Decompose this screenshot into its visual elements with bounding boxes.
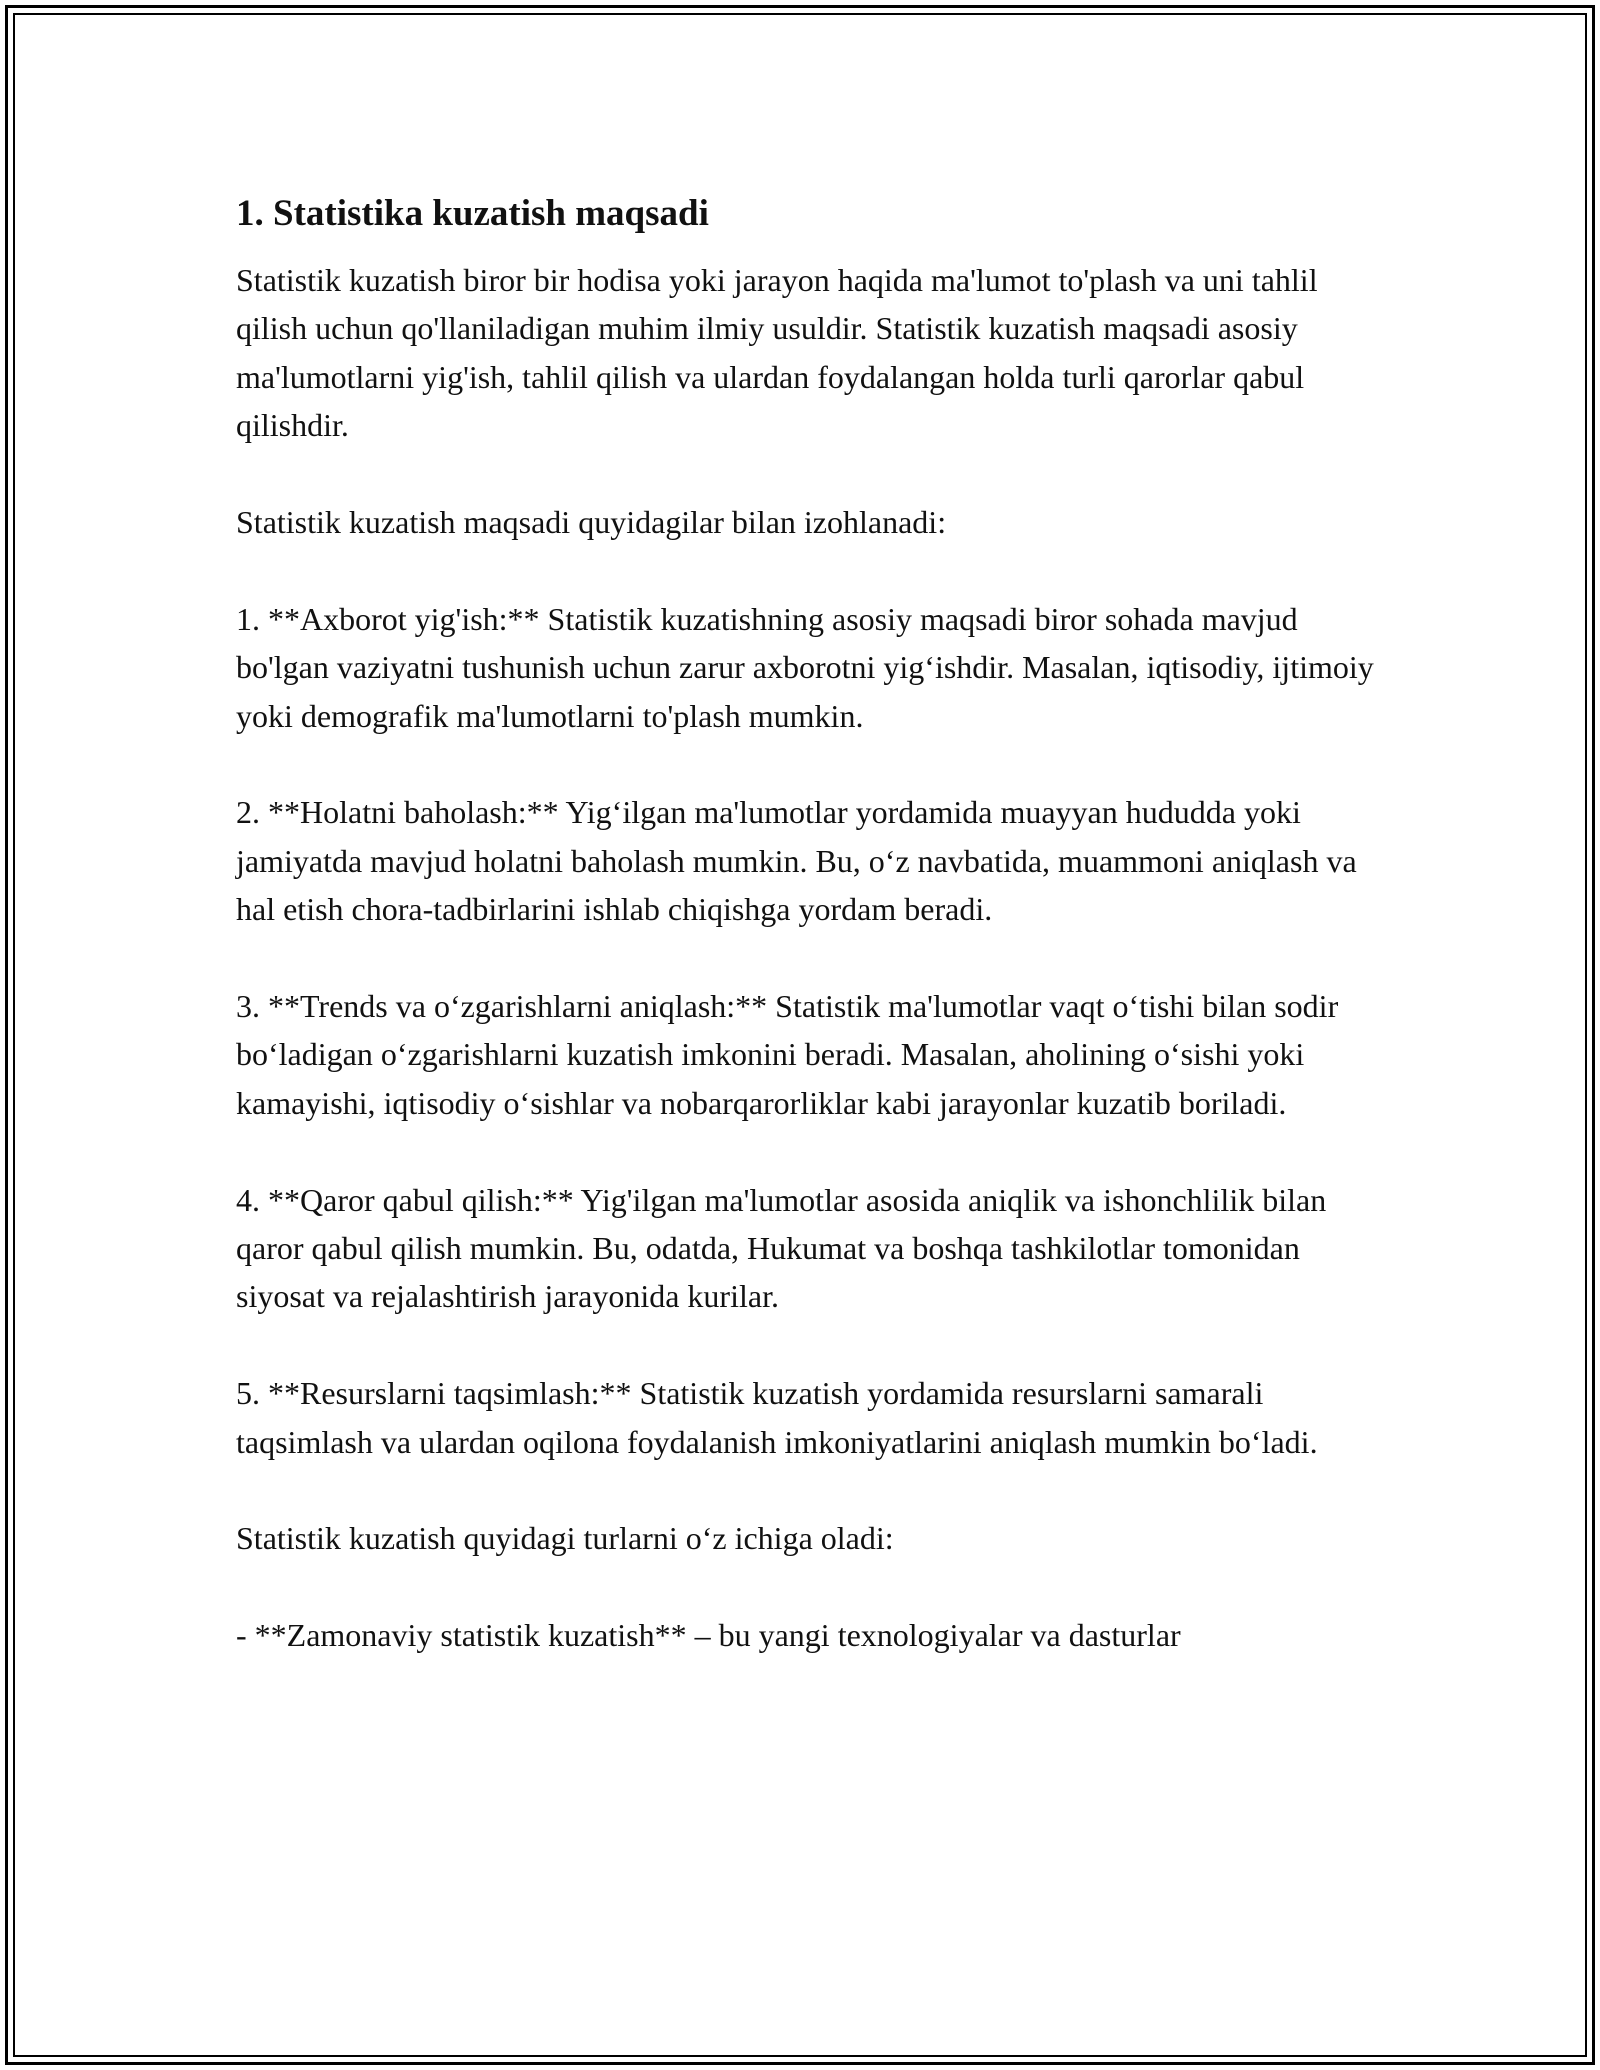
types-list-item: - **Zamonaviy statistik kuzatish** – bu yangi texnologiyalar va dasturlar (236, 1617, 1181, 1654)
list-item-holatni-baholash: 2. **Holatni baholash:** Yig‘ilgan ma'lumotlar yordamida muayyan hududda yoki jamiyatda mavjud holatni baholash mumkin. Bu, o‘z navbatida, muammoni aniqlash va hal etish chora-tadbirlarini ishlab chiqishga yordam beradi. (236, 794, 1357, 928)
types-intro-paragraph: Statistik kuzatish quyidagi turlarni o‘z ichiga oladi: (236, 1520, 894, 1557)
intro-paragraph: Statistik kuzatish biror bir hodisa yoki jarayon haqida ma'lumot to'plash va uni tahlil qilish uchun qo'llaniladigan muhim ilmiy usuldir. Statistik kuzatish maqsadi asosiy ma'lumotlarni yig'ish, tahlil qilish va ulardan foydalangan holda turli qarorlar qabul qilishdir. (236, 262, 1318, 444)
list-item-axborot-yigish: 1. **Axborot yig'ish:** Statistik kuzatishning asosiy maqsadi biror sohada mavjud bo'lgan vaziyatni tushunish uchun zarur axborotni yig‘ishdir. Masalan, iqtisodiy, ijtimoiy yoki demografik ma'lumotlarni to'plash mumkin. (236, 600, 1374, 734)
list-item-resurslarni-taqsimlash: 5. **Resurslarni taqsimlash:** Statistik kuzatish yordamida resurslarni samarali taqsimlash va ulardan oqilona foydalanish imkoniyatlarini aniqlash mumkin bo‘ladi. (236, 1375, 1318, 1460)
list-item-trends: 3. **Trends va o‘zgarishlarni aniqlash:** Statistik ma'lumotlar vaqt o‘tishi bilan sodir bo‘ladigan o‘zgarishlarni kuzatish imkonini beradi. Masalan, aholining o‘sishi yoki kamayishi, iqtisodiy o‘sishlar va nobarqarorliklar kabi jarayonlar kuzatib boriladi. (236, 988, 1339, 1121)
list-item-qaror-qabul-qilish: 4. **Qaror qabul qilish:** Yig'ilgan ma'lumotlar asosida aniqlik va ishonchlilik bilan qaror qabul qilish mumkin. Bu, odatda, Hukumat va boshqa tashkilotlar tomonidan siyosat va rejalashtirish jarayonida kurilar. (236, 1181, 1327, 1315)
list-intro-paragraph: Statistik kuzatish maqsadi quyidagilar bilan izohlanadi: (236, 504, 947, 541)
document-body (236, 186, 1376, 1708)
section-heading: 1. Statistika kuzatish maqsadi (236, 193, 709, 234)
